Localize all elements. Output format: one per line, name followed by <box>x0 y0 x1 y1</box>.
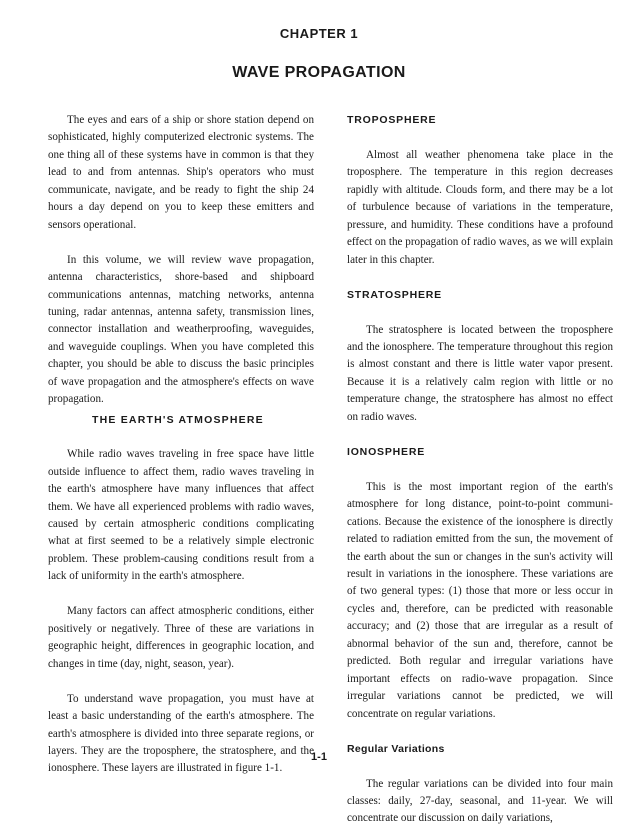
page-number: 1-1 <box>311 751 327 763</box>
right-column <box>347 112 613 828</box>
regular-variations-paragraph: The regular variations can be divided into four main classes: daily, 27-day, seasonal, and 11-year. We will concentrate our discussion on daily variations, <box>347 777 613 825</box>
section-heading-earths-atmosphere: THE EARTH'S ATMOSPHERE <box>92 413 264 426</box>
heading-ionosphere: IONOSPHERE <box>347 445 426 458</box>
intro-paragraph-1: The eyes and ears of a ship or shore station depend on sophisticated, highly computerized electronic systems. The one thing all of these systems have in common is that they lead to and from antennas. Ship's operators who must communicate, navigate, and be ready to fight the ship 24 hours a day depend on you to keep these emitters and sensors operational. <box>48 114 314 231</box>
heading-regular-variations: Regular Variations <box>347 742 445 755</box>
intro-paragraph-2: In this volume, we will review wave propagation, antenna characteristics, shore-based and shipboard communications antennas, matching networks, antenna tuning, radar antennas, antenna safety, transmission lines, connector installation and weatherproofing, waveguides, and waveguide couplings. When you have completed this chapter, you should be able to discuss the basic principles of wave propagation and the atmosphere's effects on wave propagation. <box>48 253 314 406</box>
troposphere-paragraph: Almost all weather phenomena take place in the troposphere. The temperature in this region decreases rapidly with altitude. Clouds form, and there may be a lot of turbulence because of variations in the temperature, pressure, and humidity. These conditions have a profound effect on the propagation of radio waves, as we will explain later in this chapter. <box>347 148 613 266</box>
chapter-title: WAVE PROPAGATION <box>232 64 406 81</box>
atmosphere-paragraph-3: To understand wave propagation, you must have at least a basic understanding of the earth's atmosphere. The earth's atmosphere is divided into three separate regions, or layers. They are the troposphere, the stratosphere, and the ionosphere. These layers are illustrated in figure 1-1. <box>48 692 314 775</box>
atmosphere-paragraph-2: Many factors can affect atmospheric conditions, either positively or negatively. Three of these are variations in geographic height, differences in geographic location, and changes in time (day, night, season, year). <box>48 605 314 670</box>
chapter-label: CHAPTER 1 <box>279 26 359 41</box>
atmosphere-paragraph-1: While radio waves traveling in free space have little outside influence to affect them, radio waves traveling in the earth's atmosphere have many influences that affect them. We have all experienced problems with radio waves, caused by certain atmospheric conditions complicating what at first seemed to be a relatively simple electronic problem. These problem-causing conditions result from a lack of uniformity in the earth's atmosphere. <box>48 448 314 583</box>
heading-troposphere: TROPOSPHERE <box>347 114 437 126</box>
left-column <box>48 112 314 778</box>
heading-stratosphere: STRATOSPHERE <box>347 288 442 301</box>
ionosphere-paragraph: This is the most important region of the earth's atmosphere for long distance, point-to-point communi-cations. Because the existence of the ionosphere is directly related to radiation emitted from the sun, the movement of the earth about the sun or changes in the sun's activity will result in variations in the ionosphere. These variations are of two general types: (1) those that more or less occur in cycles and, therefore, can be predicted with reasonable accuracy; and (2) those that are irregular as a result of abnormal behavior of the sun and, therefore, cannot be predicted. Both regular and irregular variations have important effects on radio-wave propagation. Since irregular variations cannot be predicted, we will concentrate on regular variations. <box>347 480 613 720</box>
stratosphere-paragraph: The stratosphere is located between the troposphere and the ionosphere. The temperature throughout this region is almost constant and there is little water vapor present. Because it is a relatively calm region with little or no temperature change, the stratosphere has almost no effect on radio waves. <box>347 323 613 423</box>
